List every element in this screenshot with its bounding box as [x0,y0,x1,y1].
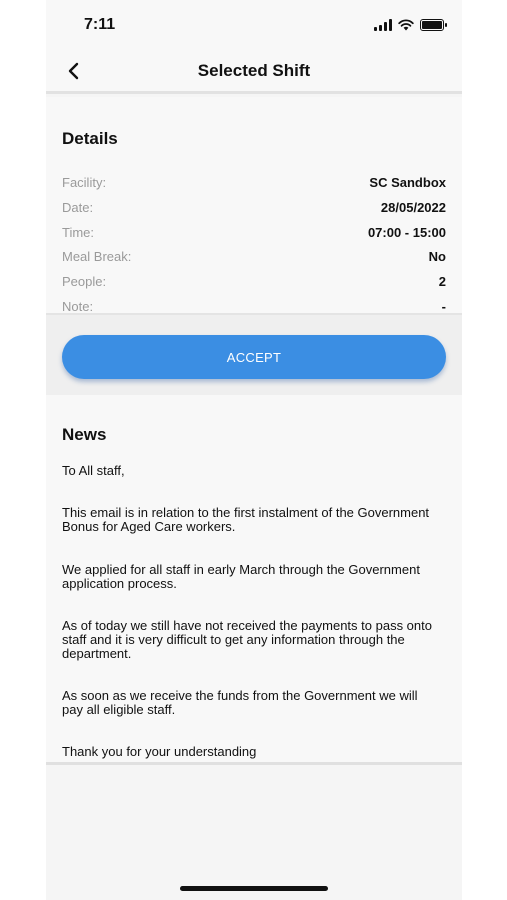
news-paragraph: This email is in relation to the first instalment of the Government Bonus for Aged Care workers. [62,505,430,534]
news-paragraph: As of today we still have not received the payments to pass onto staff and it is very difficult to get any information through the department. [62,618,432,661]
status-icons [374,18,444,32]
details-card [46,97,462,313]
detail-value: 07:00 - 15:00 [367,224,446,240]
battery-icon [420,19,444,31]
cellular-signal-icon [374,19,392,31]
detail-label: Note: [62,298,94,314]
detail-value: SC Sandbox [369,174,446,190]
detail-row-time [62,223,446,241]
nav-header [46,50,462,94]
detail-label: People: [62,273,107,289]
home-indicator[interactable] [180,886,328,891]
detail-row-facility [62,173,446,191]
news-paragraph: As soon as we receive the funds from the Government we will pay all eligible staff. [62,688,418,717]
detail-label: Facility: [62,174,107,190]
detail-value: - [441,298,446,314]
detail-value: 2 [438,273,446,289]
detail-row-meal-break [62,247,446,265]
news-heading: News [62,425,107,444]
detail-row-people [62,272,446,290]
wifi-icon [398,19,414,31]
news-paragraph: To All staff, [62,463,125,478]
news-paragraph: Thank you for your understanding [62,744,257,759]
detail-label: Date: [62,199,94,215]
detail-row-date [62,198,446,216]
page-title: Selected Shift [197,61,311,80]
phone-screen [46,0,462,900]
detail-value: No [428,248,446,264]
status-time: 7:11 [84,16,116,33]
news-paragraph: We applied for all staff in early March through the Government application process. [62,562,420,591]
detail-label: Time: [62,224,95,240]
detail-value: 28/05/2022 [380,199,446,215]
status-bar [46,0,462,50]
news-card [46,395,462,765]
accept-button[interactable]: ACCEPT [62,335,446,379]
accept-section [46,313,462,395]
details-heading: Details [62,129,118,148]
detail-label: Meal Break: [62,248,132,264]
